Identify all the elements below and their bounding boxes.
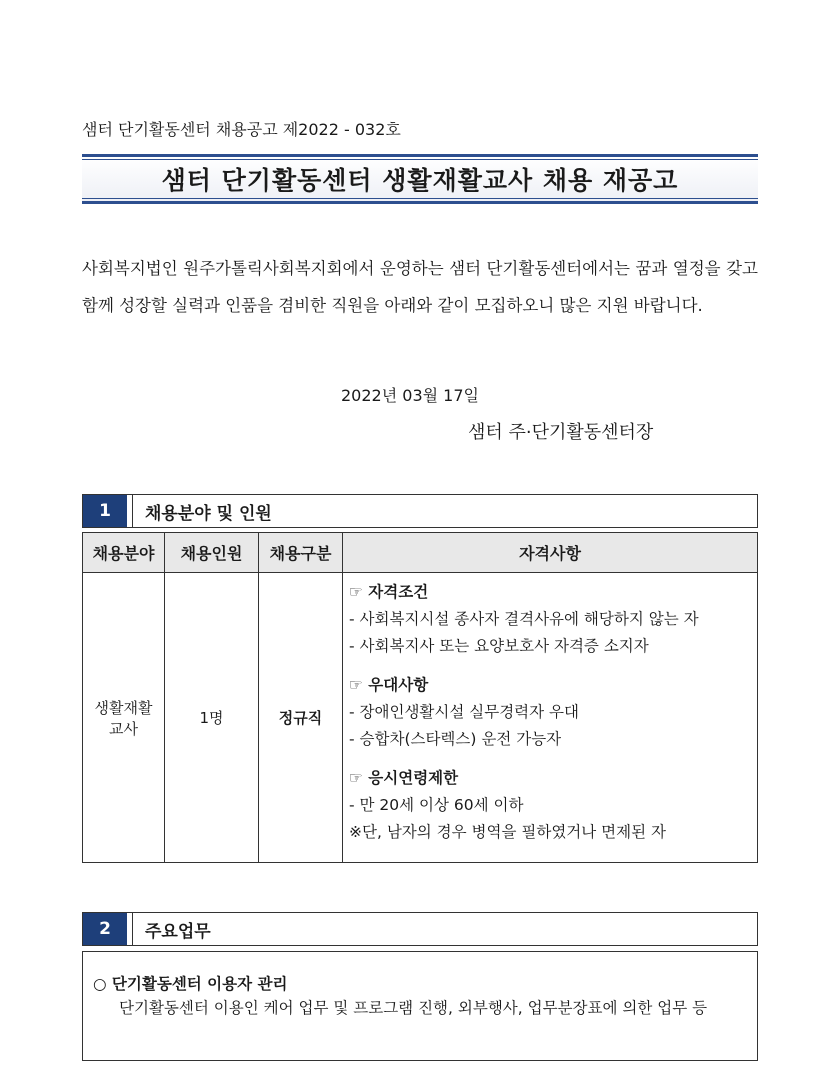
- col-header-type: 채용구분: [259, 533, 343, 573]
- table-row: [83, 573, 758, 863]
- list-item: - 장애인생활시설 실무경력자 우대: [349, 703, 579, 721]
- qualification-group: [349, 765, 751, 846]
- duty-box: [82, 951, 758, 1061]
- section-1-header: [82, 494, 758, 528]
- list-item: - 승합차(스타렉스) 운전 가능자: [349, 730, 562, 748]
- col-header-count: 채용인원: [165, 533, 259, 573]
- intro-paragraph: 사회복지법인 원주가톨릭사회복지회에서 운영하는 샘터 단기활동센터에서는 꿈과 열정을 갖고 함께 성장할 실력과 인품을 겸비한 직원을 아래와 같이 모집하오니 많은 지원 바랍니다.: [82, 259, 758, 315]
- group-title: ☞ 우대사항: [349, 676, 429, 694]
- duty-description: 단기활동센터 이용인 케어 업무 및 프로그램 진행, 외부행사, 업무분장표에 의한 업무 등: [119, 999, 708, 1017]
- field-line: 생활재활: [94, 698, 153, 717]
- col-header-qualification: 자격사항: [343, 533, 758, 573]
- title-banner: [82, 154, 758, 204]
- field-line: 교사: [109, 719, 138, 738]
- notice-date: 2022년 03월 17일: [341, 386, 479, 405]
- notice-number: 샘터 단기활동센터 채용공고 제2022 - 032호: [82, 120, 401, 139]
- group-title: ☞ 자격조건: [349, 583, 429, 601]
- type-cell: 정규직: [259, 573, 343, 863]
- duty-title: ○ 단기활동센터 이용자 관리: [93, 975, 288, 993]
- list-item: - 사회복지시설 종사자 결격사유에 해당하지 않는 자: [349, 610, 699, 628]
- section-2-number: 2: [83, 913, 127, 945]
- recruit-table: [82, 532, 758, 863]
- section-1-title: 채용분야 및 인원: [145, 503, 272, 524]
- list-item: - 사회복지사 또는 요양보호사 자격증 소지자: [349, 637, 649, 655]
- field-cell: [83, 573, 165, 863]
- page-title: 샘터 단기활동센터 생활재활교사 채용 재공고: [161, 166, 679, 195]
- section-2-header: [82, 912, 758, 946]
- table-header-row: [83, 533, 758, 573]
- qualification-cell: [343, 573, 758, 863]
- issuer: 샘터 주·단기활동센터장: [468, 422, 654, 443]
- list-item: ※단, 남자의 경우 병역을 필하였거나 면제된 자: [349, 823, 666, 841]
- list-item: - 만 20세 이상 60세 이하: [349, 796, 524, 814]
- count-cell: 1명: [165, 573, 259, 863]
- col-header-field: 채용분야: [83, 533, 165, 573]
- group-title: ☞ 응시연령제한: [349, 769, 459, 787]
- qualification-group: [349, 672, 751, 753]
- section-2-title: 주요업무: [145, 921, 211, 942]
- section-1-number: 1: [83, 495, 127, 527]
- qualification-group: [349, 579, 751, 660]
